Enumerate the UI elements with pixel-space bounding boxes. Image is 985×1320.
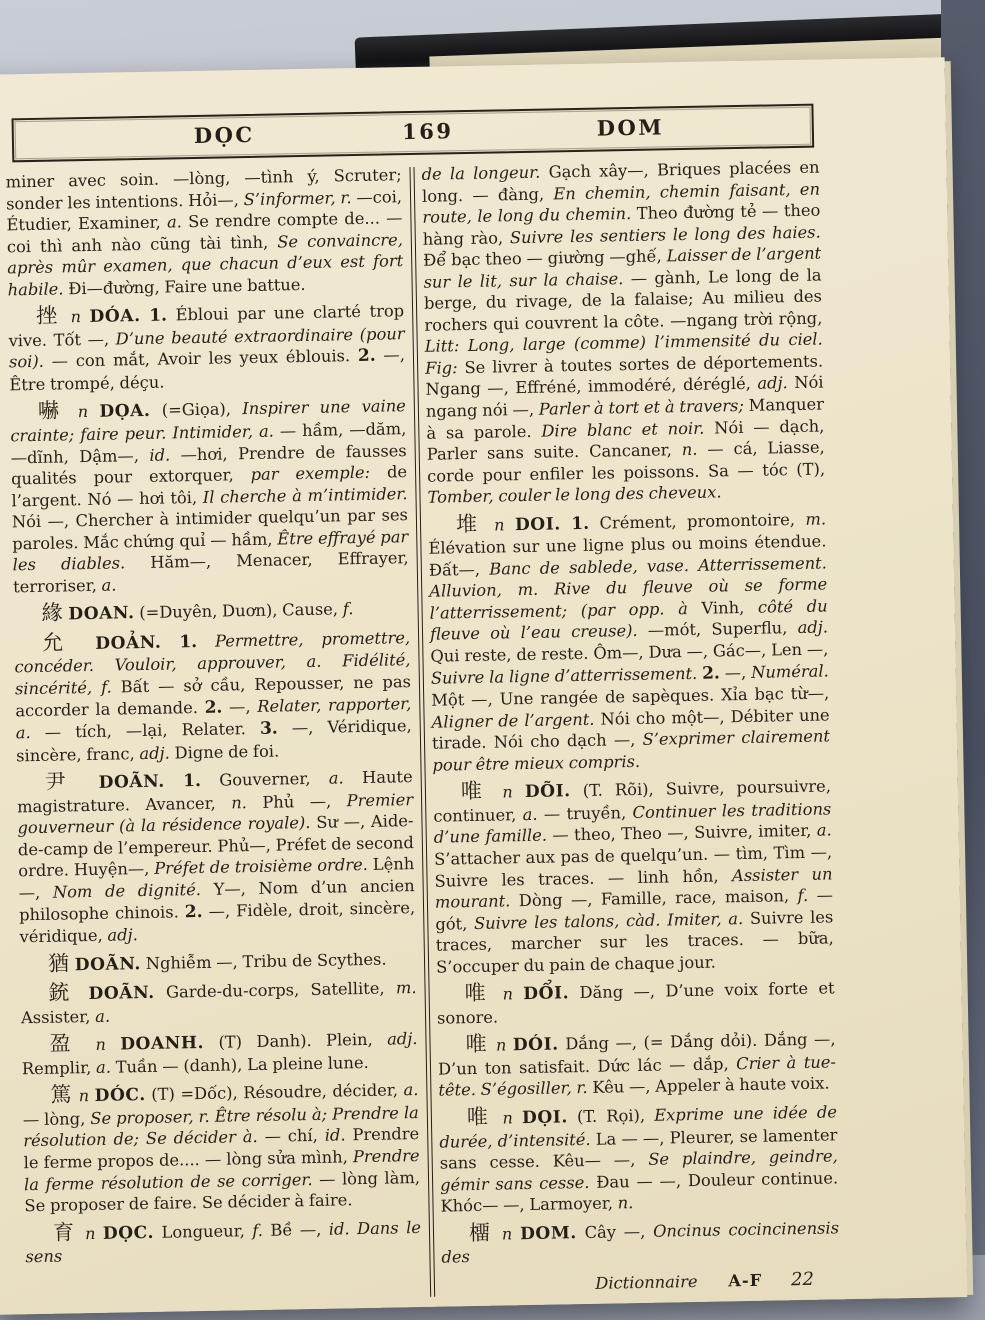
grammar-particle: n xyxy=(78,1086,90,1106)
dictionary-entry: 銃 DOÃN. Garde-du-corps, Satellite, m. Assister, a. xyxy=(20,978,417,1027)
headword: DÓA. xyxy=(89,306,141,328)
headword: DÕI. xyxy=(524,781,571,803)
grammar-particle: n xyxy=(70,307,82,327)
running-header-box xyxy=(12,104,815,163)
grammar-particle: n xyxy=(502,984,514,1004)
grammar-particle: n xyxy=(502,782,513,802)
dictionary-entry: 允 DOẢN. 1. Permettre, promettre, concéder. Vouloir, approuver, a. Fidélité, sincérité, f. Bất — sở cầu, Repousser, ne pas accorder la demande. 2. —, Relater, rapporter, a. — tích, —lại, Relater. 3. —, Véridique, sincère, franc, adj. Digne de foi. xyxy=(14,628,412,766)
headword: DOM. xyxy=(519,1222,577,1244)
headword: DOÃN. xyxy=(88,982,155,1005)
running-header-right-word: DOM xyxy=(596,114,665,141)
running-header-left-word: DỌC xyxy=(193,121,255,148)
catchline-signature-number: 22 xyxy=(790,1268,815,1291)
han-character: 嚇 xyxy=(37,398,67,424)
han-character: 銃 xyxy=(48,980,78,1005)
catchline-volume: A-F xyxy=(728,1270,763,1291)
headword: DOANH. xyxy=(120,1033,205,1055)
han-character: 唯 xyxy=(460,778,491,804)
right-column xyxy=(421,157,840,1297)
text-area xyxy=(5,157,840,1305)
han-character: 育 xyxy=(52,1219,78,1245)
dictionary-entry: 嚇 n DỌA. (=Giọa), Inspirer une vaine crainte; faire peur. Intimider, a. — hầm, —dăm, —dĩnh, Dậm—, id. —hơi, Prendre de fausses qualités pour extorquer, par exemple: de l’argent. Nó — hơi tôi, Il cherche à m’intimider. Nói —, Chercher à intimider quelqu’un par ses paroles. Mắc chứng quỉ — hầm, Être effrayé par les diables. Hăm—, Menacer, Effrayer, terroriser, a. xyxy=(10,396,409,597)
han-character: 盈 xyxy=(49,1031,82,1057)
headword: DỔI. xyxy=(523,983,570,1005)
headword: DỌI. xyxy=(521,1107,569,1129)
grammar-particle: n xyxy=(95,1034,107,1055)
headword: DOẢN. xyxy=(95,632,162,654)
dictionary-entry: 橊 n DOM. Cây —, Oncinus cocincinensis des xyxy=(441,1218,840,1267)
han-character: 堆 xyxy=(455,511,484,536)
dictionary-entry: 尹 DOÃN. 1. Gouverner, a. Haute magistrature. Avancer, n. Phủ —, Premier gouverneur (à la résidence royale). Sư —, Aide-de-camp de l’empereur. Phủ—, Préfet de second ordre. Huyện—, Préfet de troisième ordre. Lệnh—, Nom de dignité. Y—, Nom d’un ancien philosophe chinois. 2. —, Fidèle, droit, sincère, véridique, adj. xyxy=(16,767,416,947)
dictionary-entry: 唯 n DÕI. (T. Rõi), Suivre, poursuivre, continuer, a. — truyền, Continuer les traditions d’une famille. — theo, Theo —, Suivre, imiter, a. S’attacher aux pas de quelqu’un. — tìm, Tìm —, Suivre les traces. — linh hồn, Assister un mourant. Dòng —, Famille, race, maison, f. — gót, Suivre les talons, càd. Imiter, a. Suivre les traces, marcher sur les traces. — bữa, S’occuper du pain de chaque jour. xyxy=(433,776,834,977)
han-character: 唯 xyxy=(466,1104,494,1130)
dictionary-entry: 盈 n DOANH. (T) Danh). Plein, adj. Remplir, a. Tuần — (danh), La pleine lune. xyxy=(21,1029,418,1079)
catchline-book-title: Dictionnaire xyxy=(595,1271,698,1293)
headword: DOÃN. xyxy=(74,953,142,975)
han-character: 猶 xyxy=(47,950,71,976)
grammar-particle: n xyxy=(502,1108,514,1128)
page-number: 169 xyxy=(401,118,454,145)
han-character: 唯 xyxy=(465,1032,490,1057)
headword: DOAN. xyxy=(68,603,135,625)
dictionary-entry: 挫 n DÓA. 1. Ébloui par une clarté trop vive. Tốt —, D’une beauté extraordinaire (pour soi). — con mắt, Avoir les yeux éblouis. 2. —, Être trompé, déçu. xyxy=(8,301,406,395)
headword: DOI. xyxy=(514,514,561,535)
scanned-dictionary-page xyxy=(0,57,967,1315)
headword: DÓC. xyxy=(94,1085,146,1107)
grammar-particle: n xyxy=(494,515,505,535)
han-character: 挫 xyxy=(35,303,63,329)
continuation-paragraph: miner avec soin. —lòng, —tình ý, Scruter; sonder les intentions. Hỏi—, S’informer, r. —coi, Étudier, Examiner, a. Se rendre compte de... — coi thì anh nào cũng tài tình, Se convaincre, après mûr examen, que chacun d’eux est fort habile. Đi—đường, Faire une battue. xyxy=(5,165,404,300)
dictionary-entry: 唯 n DÓI. Dắng —, (= Dắng dỏi). Dắng —, D’un ton satisfait. Dức lác — dắp, Crier à tue-tête. S’égosiller, r. Kêu —, Appeler à haute voix. xyxy=(437,1029,837,1101)
catchline xyxy=(442,1268,840,1297)
headword: DÓI. xyxy=(512,1034,559,1056)
grammar-particle: n xyxy=(501,1224,513,1244)
han-character: 緣 xyxy=(41,600,64,626)
han-character: 允 xyxy=(41,630,78,655)
dictionary-entry: 篤 n DÓC. (T) =Dốc), Résoudre, décider, a. — lòng, Se proposer, r. Être résolu à; Prendre la résolution de; Se décider à. — chí, id. Prendre le ferme propos de.... — lòng sửa mình, Prendre la ferme résolution de se corriger. — lòng làm, Se proposer de faire. Se décider à faire. xyxy=(22,1080,421,1216)
continuation-paragraph: de la longeur. Gạch xây—, Briques placées en long. — đàng, En chemin, chemin faisant, en route, le long du chemin. Theo đường tẻ — theo hàng rào, Suivre les sentiers le long des haies. Để bạc theo — giường —ghế, Laisser de l’argent sur le lit, sur la chaise. — gành, Le long de la berge, du rivage, de la falaise; Au milieu des rochers qui couvrent la côte. —ngang trời rộng, Litt: Long, large (comme) l’immensité du ciel. Fig: Se livrer à toutes sortes de déportements. Ngang —, Effréné, immodéré, déréglé, adj. Nói ngang nói —, Parler à tort et à travers; Manquer à sa parole. Dire blanc et noir. Nói — dạch, Parler sans suite. Cancaner, n. — cá, Liasse, corde pour enfiler les poissons. Sa — tóc (T), Tomber, couler le long des cheveux. xyxy=(421,157,826,507)
han-character: 篤 xyxy=(50,1082,74,1108)
dictionary-entry: 唯 n DỔI. Dăng —, D’une voix forte et sonore. xyxy=(436,978,835,1028)
left-column xyxy=(5,164,422,1304)
dictionary-entry: 緣 DOAN. (=Duyên, Duơn), Cause, f. xyxy=(41,599,354,626)
headword: DỌC. xyxy=(102,1222,155,1244)
dictionary-entry: 堆 n DOI. 1. Crément, promontoire, m. Élévation sur une ligne plus ou moins étendue. Đất—, Banc de sablede, vase. Atterrissement. Alluvion, m. Rive du fleuve où se forme l’atterrissement; (par opp. à Vinh, côté du fleuve où l’eau creuse). —mót, Superflu, adj. Qui reste, de reste. Ôm—, Dưa —, Gác—, Len —, Suivre la ligne d’atterrissement. 2. —, Numéral. Một —, Une rangée de sapèques. Xỉa bạc từ—, Aligner de l’argent. Nói cho một—, Débiter une tirade. Nói cho dạch —, S’exprimer clairement pour être mieux compris. xyxy=(428,509,831,775)
han-character: 唯 xyxy=(464,980,493,1006)
headword: DỌA. xyxy=(99,401,151,423)
dictionary-entry: 育 n DỌC. Longueur, f. Bề —, id. Dans le sens xyxy=(25,1217,422,1267)
han-character: 尹 xyxy=(44,769,81,795)
grammar-particle: n xyxy=(84,1223,96,1243)
dictionary-entry: 猶 DOÃN. Nghiễm —, Tribu de Scythes. xyxy=(47,949,387,976)
grammar-particle: n xyxy=(495,1035,507,1055)
dictionary-entry: 唯 n DỌI. (T. Rọi), Exprime une idée de durée, d’intensité. La — —, Pleurer, se lamenter sans cesse. Kêu— —, Se plaindre, geindre, gémir sans cesse. Đau — —, Douleur continue. Khóc— —, Larmoyer, n. xyxy=(439,1102,839,1216)
headword: DOÃN. xyxy=(98,771,165,794)
han-character: 橊 xyxy=(468,1220,495,1245)
grammar-particle: n xyxy=(77,402,89,422)
